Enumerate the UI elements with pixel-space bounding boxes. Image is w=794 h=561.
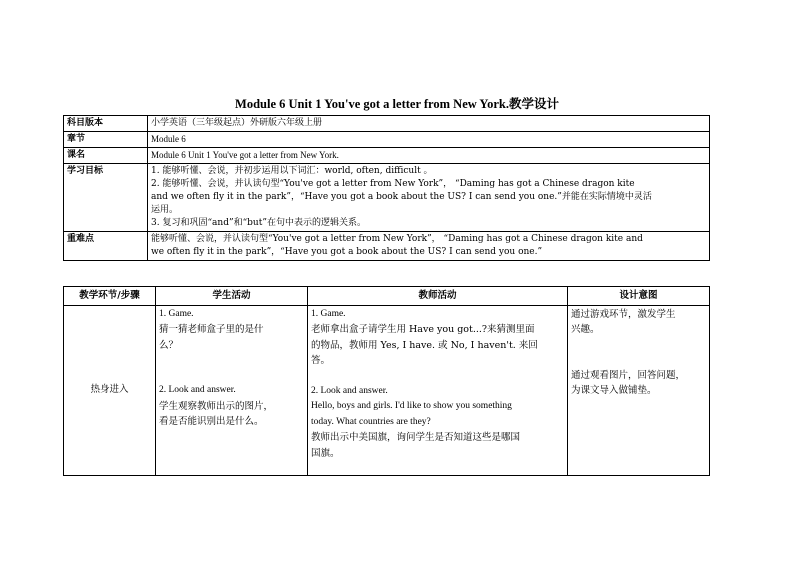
info-label: 学习目标 <box>64 164 148 232</box>
plan-row-warmup <box>64 305 710 475</box>
cell-line: 兴趣。 <box>571 324 600 335</box>
cell-line: 教师出示中美国旗，询问学生是否知道这些是哪国 <box>311 432 521 443</box>
step-cell: 热身进入 <box>64 305 156 475</box>
cell-line: 1. Game. <box>311 308 346 319</box>
info-line: 2. 能够听懂、会说，并认读句型“You've got a letter from New York”， “Daming has got a Chinese dragon kite <box>151 179 635 189</box>
info-row-key-points <box>64 232 710 261</box>
info-line: 3. 复习和巩固“and”和“but”在句中表示的逻辑关系。 <box>151 218 366 228</box>
cell-line: 的物品，教师用 Yes, I have. 或 No, I haven't. 来回 <box>311 339 538 351</box>
info-label: 章节 <box>64 132 148 148</box>
info-value <box>148 164 710 232</box>
cell-line: 通过观看图片，回答问题， <box>571 369 686 381</box>
cell-line: 猜一猜老师盒子里的是什 <box>159 324 264 335</box>
document-title: Module 6 Unit 1 You've got a letter from New York.教学设计 <box>235 97 559 111</box>
teaching-plan-table <box>63 286 710 476</box>
info-line: 运用。 <box>151 205 179 215</box>
cell-line: 2. Look and answer. <box>159 385 236 395</box>
cell-line: 么？ <box>159 339 179 351</box>
info-line: 1. 能够听懂、会说，并初步运用以下词汇：world, often, difficult 。 <box>151 166 433 176</box>
info-line: and we often fly it in the park”，“Have you got a book about the US? I can send you one.”并能在实际情境中灵活 <box>151 192 652 202</box>
info-value <box>148 132 710 148</box>
spacer <box>159 353 304 383</box>
header-teacher-activity: 教师活动 <box>308 287 568 306</box>
info-label: 科目版本 <box>64 116 148 132</box>
info-row-subject <box>64 116 710 132</box>
header-student-activity: 学生活动 <box>156 287 308 306</box>
spacer <box>571 338 706 368</box>
info-row-chapter <box>64 132 710 148</box>
cell-line: 学生观察教师出示的图片， <box>159 400 274 412</box>
info-line: Module 6 <box>151 134 186 144</box>
cell-line: 为课文导入做铺垫。 <box>571 385 657 396</box>
header-design-intent: 设计意图 <box>568 287 710 306</box>
cell-line: today. What countries are they? <box>311 416 431 427</box>
info-row-lesson <box>64 148 710 164</box>
design-intent-cell <box>568 305 710 475</box>
info-label: 课名 <box>64 148 148 164</box>
info-line: 能够听懂、会说，并认读句型“You've got a letter from New York”， “Daming has got a Chinese dragon kite and <box>151 234 643 244</box>
info-line: 小学英语（三年级起点）外研版六年级上册 <box>151 118 323 128</box>
teacher-activity-cell <box>308 305 568 475</box>
info-row-objectives <box>64 164 710 232</box>
cell-line: 老师拿出盒子请学生用 Have you got...?来猜测里面 <box>311 324 535 335</box>
cell-line: 1. Game. <box>159 308 194 319</box>
cell-line: 2. Look and answer. <box>311 385 388 396</box>
info-value <box>148 232 710 261</box>
header-step: 教学环节/步骤 <box>64 287 156 306</box>
cell-line: Hello, boys and girls. I'd like to show you something <box>311 401 512 411</box>
info-line: Module 6 Unit 1 You've got a letter from New York. <box>151 150 339 160</box>
info-label: 重难点 <box>64 232 148 261</box>
info-line: we often fly it in the park”，“Have you got a book about the US? I can send you one.” <box>151 247 543 257</box>
cell-line: 国旗。 <box>311 447 340 459</box>
student-activity-cell <box>156 305 308 475</box>
plan-header-row <box>64 287 710 306</box>
info-value <box>148 148 710 164</box>
info-value <box>148 116 710 132</box>
spacer <box>311 369 564 384</box>
cell-line: 看是否能识别出是什么。 <box>159 416 264 427</box>
course-info-table <box>63 115 710 261</box>
cell-line: 答。 <box>311 355 331 366</box>
cell-line: 通过游戏环节，激发学生 <box>571 308 676 320</box>
